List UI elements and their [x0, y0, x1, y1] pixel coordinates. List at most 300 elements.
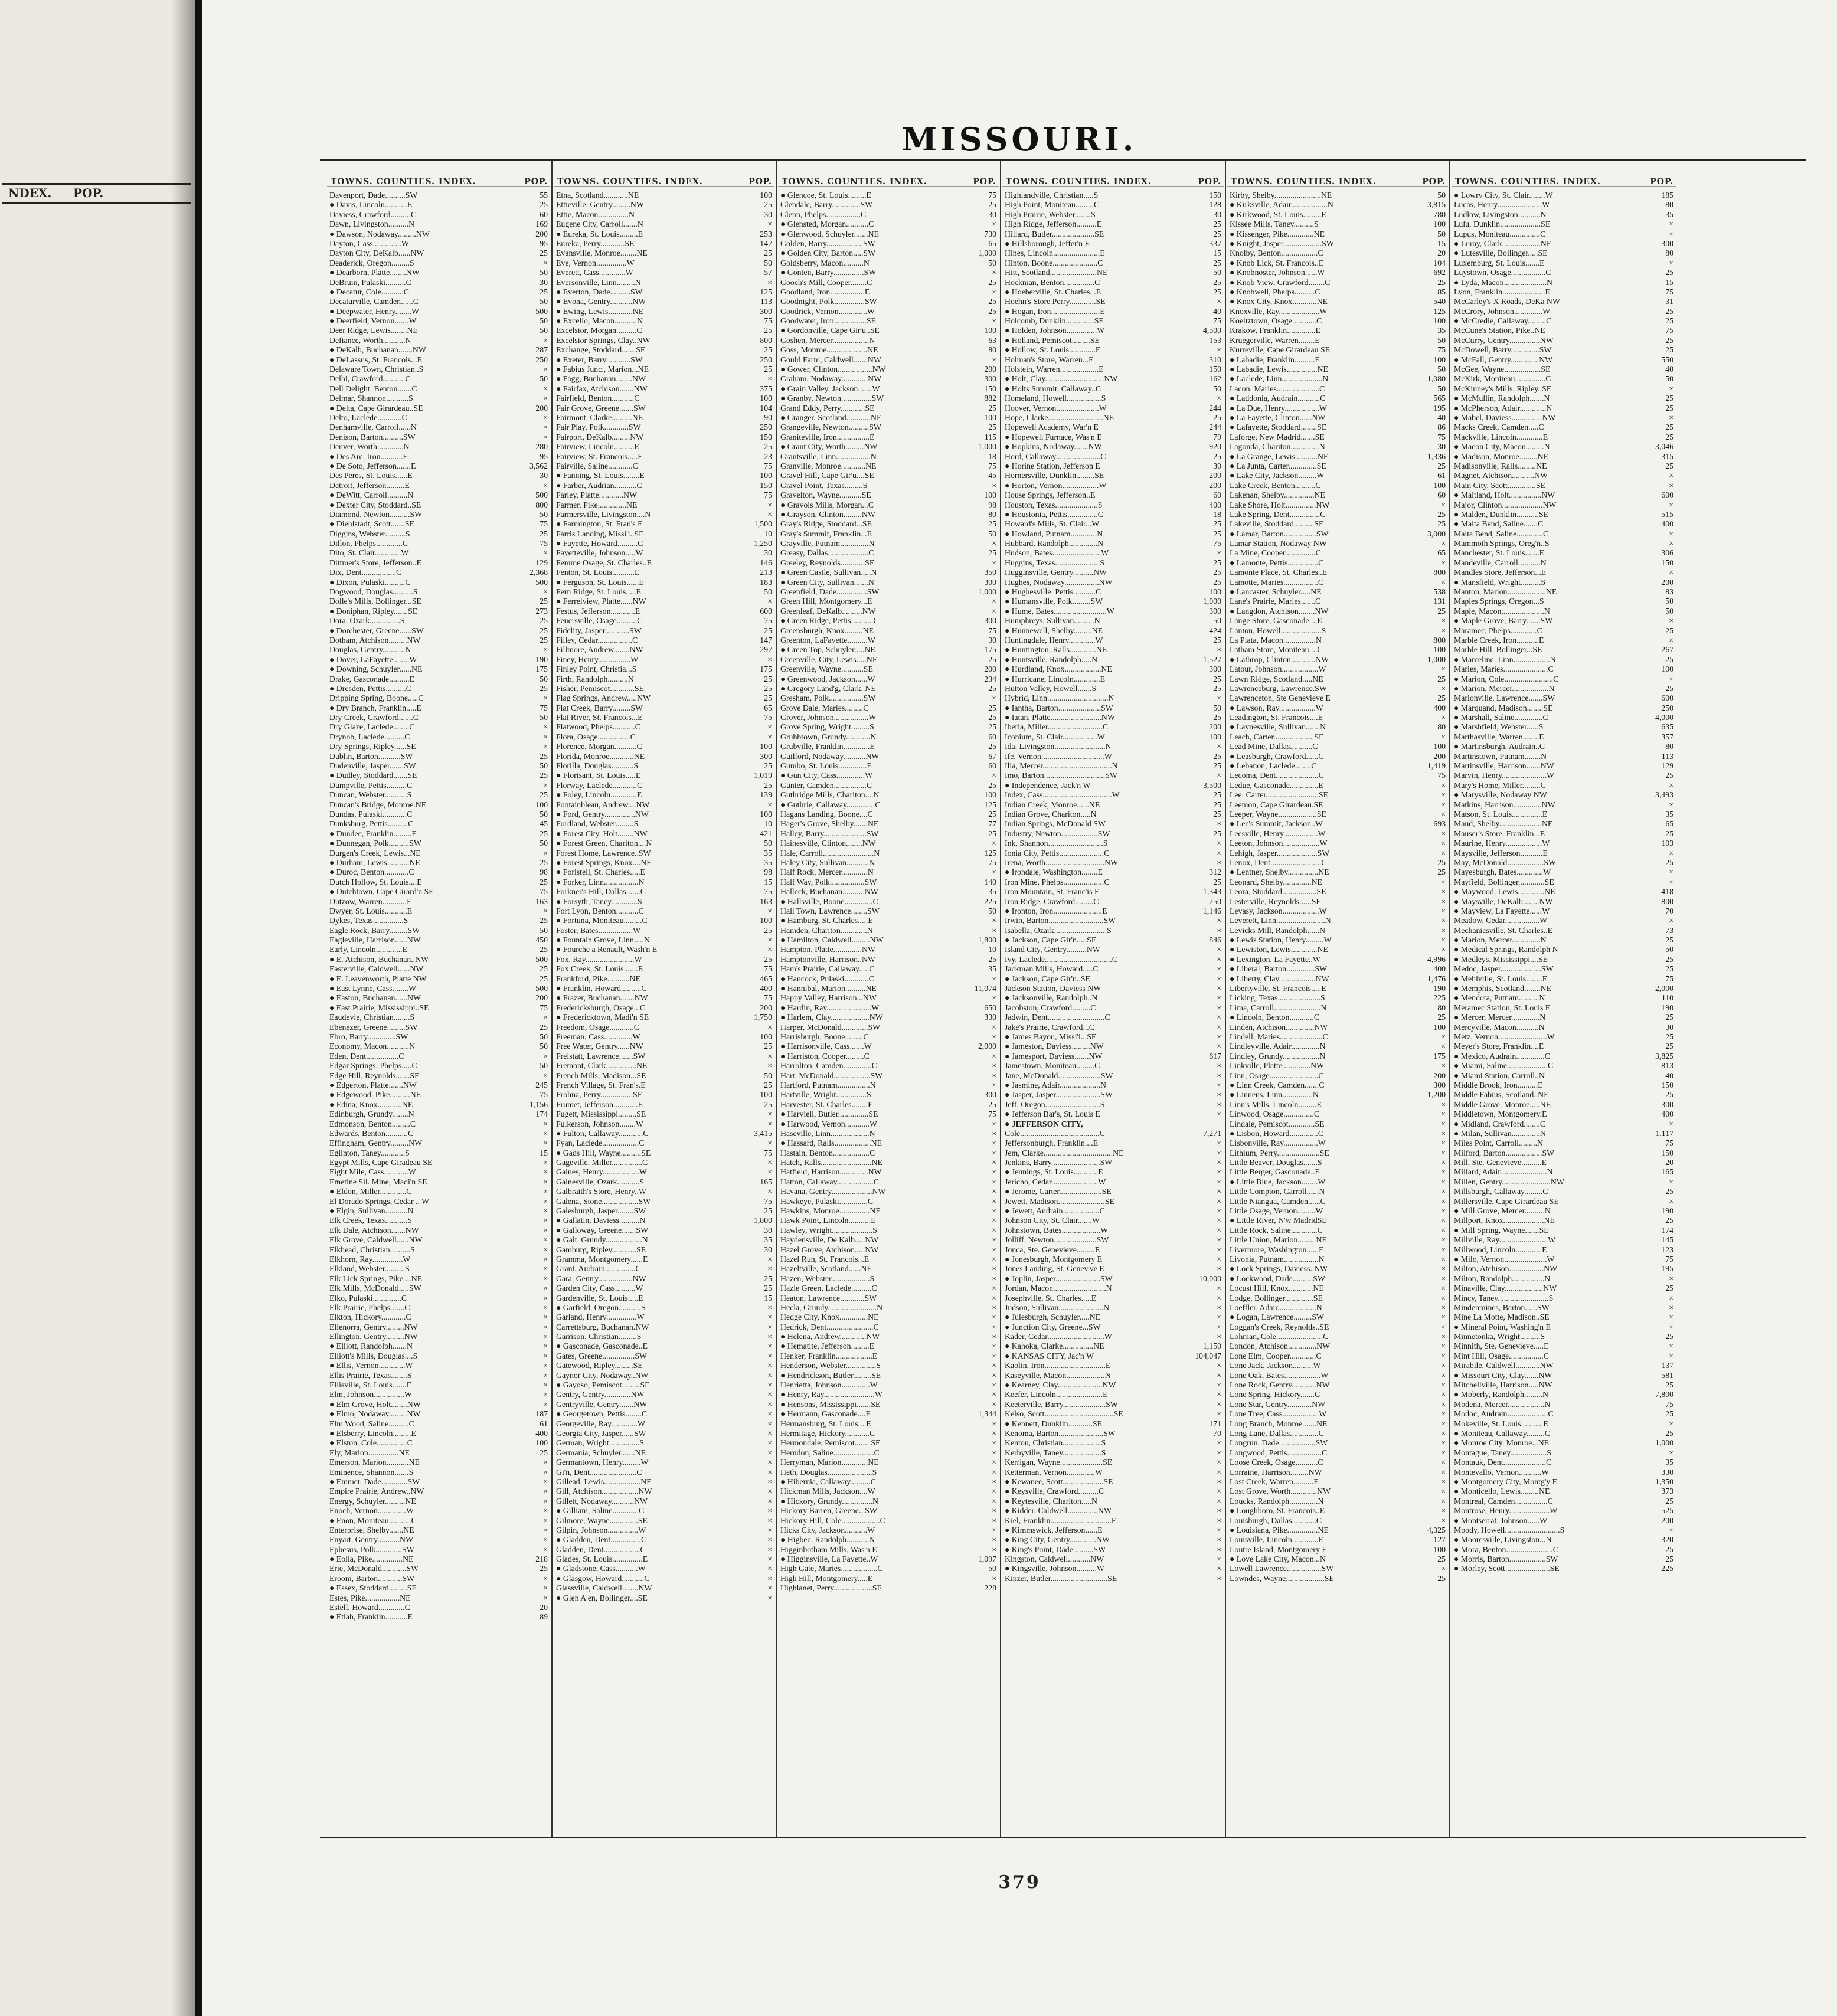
town-name: ● Knobnoster, Johnson......W	[1230, 268, 1325, 277]
town-name: German, Wright...............S	[556, 1438, 645, 1448]
town-name: ● Guthrie, Callaway..............C	[780, 800, 881, 809]
list-item	[327, 636, 550, 645]
town-name: Ely, Marion...............NE	[329, 1448, 410, 1457]
town-name: Indian Springs, McDonald SW	[1005, 819, 1106, 829]
list-item	[1227, 897, 1448, 906]
town-name: ● Dundee, Franklin.........E	[329, 829, 417, 838]
town-name: Hazel Grove, Atchison.....NW	[780, 1245, 879, 1254]
list-item	[554, 355, 774, 365]
list-item	[327, 1148, 550, 1158]
town-name: Dayton, Cass..............W	[329, 238, 409, 248]
population: 50	[1665, 606, 1673, 616]
population: ×	[767, 1448, 772, 1457]
population: 297	[760, 645, 772, 654]
list-item	[1002, 1361, 1224, 1370]
population: ×	[1669, 480, 1673, 490]
town-name: Josephville, St. Charles.....E	[1005, 1293, 1097, 1302]
list-item	[1227, 1341, 1448, 1351]
population: 89	[540, 1612, 548, 1622]
town-name: Hart, McDonald..................SW	[780, 1071, 883, 1080]
town-name: ● Hermann, Gasconade....E	[780, 1409, 871, 1419]
town-name: Hazeltville, Scotland......NE	[780, 1264, 872, 1274]
list-item	[1002, 268, 1224, 277]
population: 25	[988, 810, 996, 819]
population: 3,815	[1427, 200, 1446, 210]
population: ×	[992, 1351, 996, 1360]
town-name: ● Diehlstadt, Scott.......SE	[329, 519, 414, 529]
town-name: ● Elm Grove, Holt........NW	[329, 1399, 421, 1409]
list-item	[1227, 510, 1448, 519]
population: 100	[535, 800, 548, 809]
town-name: Dito, St. Clair.............W	[329, 548, 409, 558]
town-name: Elk Prairie, Phelps.......C	[329, 1302, 410, 1312]
list-item	[778, 829, 999, 839]
list-item	[1452, 1409, 1676, 1419]
population: ×	[992, 1332, 996, 1341]
list-item	[778, 1023, 999, 1032]
list-item	[1227, 858, 1448, 868]
list-item	[554, 1468, 774, 1477]
town-name: ● Liberal, Barton..............SW	[1230, 964, 1328, 974]
town-name: ● Mabel, Daviess...............NW	[1454, 413, 1556, 422]
population: ×	[1441, 1293, 1446, 1302]
population: 25	[1665, 954, 1673, 964]
population: ×	[767, 1583, 772, 1593]
list-item	[554, 1564, 774, 1573]
town-name: ● Fanning, St. Louis........E	[556, 471, 645, 480]
town-name: Loucks, Randolph..............N	[1230, 1496, 1324, 1506]
list-item	[778, 1274, 999, 1284]
population: ×	[1441, 1167, 1446, 1177]
population: ×	[543, 1216, 548, 1225]
list-item	[327, 1245, 550, 1255]
list-item	[1002, 1409, 1224, 1419]
column-divider	[1225, 161, 1226, 1837]
population: ×	[1669, 220, 1673, 229]
town-name: Lawrenceton, Ste Genevieve E	[1230, 693, 1331, 703]
population: 30	[1213, 461, 1221, 470]
population: ×	[767, 1380, 772, 1390]
population: 50	[540, 810, 548, 819]
list-item	[327, 587, 550, 597]
town-name: Gillead, Lewis..................NE	[556, 1477, 652, 1486]
list-item	[1227, 1400, 1448, 1409]
population: ×	[767, 1341, 772, 1351]
population: 50	[540, 1032, 548, 1041]
town-name: Greenville, City, Lewis.....NE	[780, 654, 878, 664]
population: ×	[1441, 1158, 1446, 1167]
population: 95	[540, 238, 548, 248]
list-item	[778, 1081, 999, 1090]
town-name: ● E. Leavenworth, Platte NW	[329, 974, 427, 983]
population: 50	[988, 1564, 996, 1573]
town-name: Montague, Taney..................S	[1454, 1448, 1551, 1457]
list-item	[778, 230, 999, 239]
town-name: Fredericksburgh, Osage...C	[556, 1003, 646, 1012]
town-name: ● Glen A'en, Bollinger....SE	[556, 1593, 648, 1602]
population: 25	[764, 248, 772, 258]
town-name: Jackman Mills, Howard.....C	[1005, 964, 1099, 974]
list-item	[778, 1477, 999, 1487]
list-item	[327, 539, 550, 548]
list-item	[1227, 1380, 1448, 1390]
list-item	[327, 1526, 550, 1535]
list-item	[327, 1400, 550, 1409]
town-name: Middle Grove, Monroe.....NE	[1454, 1099, 1551, 1109]
population: 25	[1665, 771, 1673, 780]
population: 2,000	[978, 1042, 996, 1051]
list-item	[778, 278, 999, 287]
population: 25	[1213, 877, 1221, 886]
town-name: May, McDonald..................SW	[1454, 858, 1557, 867]
town-name: Heth, Douglas......................S	[780, 1467, 877, 1477]
population: 25	[1665, 461, 1673, 470]
population: 1,117	[1655, 1128, 1673, 1138]
list-item	[554, 1380, 774, 1390]
list-item	[554, 1371, 774, 1380]
population: 813	[1661, 1061, 1673, 1071]
list-item	[778, 1332, 999, 1341]
list-item	[1452, 974, 1676, 984]
list-item	[778, 616, 999, 626]
list-item	[554, 1003, 774, 1013]
population: ×	[992, 925, 996, 935]
town-name: Ebro, Barry..............SW	[329, 1032, 408, 1041]
list-item	[1227, 471, 1448, 480]
town-name: ● Little Blue, Jackson........W	[1230, 1177, 1326, 1186]
population: ×	[543, 906, 548, 915]
town-name: ● Durham, Lewis...........NE	[329, 858, 420, 867]
town-name: Grover, Johnson.................W	[780, 713, 877, 722]
list-item	[1452, 1206, 1676, 1216]
population: 73	[1665, 925, 1673, 935]
population: 25	[764, 442, 772, 451]
population: 25	[1213, 800, 1221, 809]
population: 100	[1661, 665, 1673, 674]
population: 25	[1213, 413, 1221, 422]
population: 330	[984, 1013, 996, 1022]
list-item	[1227, 1332, 1448, 1341]
list-item	[1452, 568, 1676, 577]
town-name: ● Keysville, Crawford..........C	[1005, 1487, 1104, 1496]
town-name: Highlanet, Perry...................SE	[780, 1583, 882, 1593]
population: 500	[535, 306, 548, 316]
list-item	[778, 1468, 999, 1477]
population: 50	[540, 1042, 548, 1051]
town-name: Garrison, Christian.........S	[556, 1332, 642, 1341]
list-item	[327, 1554, 550, 1564]
town-name: Eve, Vernon...............W	[556, 258, 635, 267]
town-name: Gentryville, Gentry.......NW	[556, 1399, 648, 1409]
population: 1,500	[753, 519, 772, 529]
town-name: Hockman, Benton...............C	[1005, 277, 1100, 287]
list-item	[1452, 442, 1676, 451]
list-item	[1002, 1448, 1224, 1458]
town-name: McCarley's X Roads, DeKa NW	[1454, 297, 1560, 306]
list-item	[778, 258, 999, 268]
town-name: Galbraith's Store, Henry..W	[556, 1187, 646, 1196]
town-name: Metz, Vernon........................W	[1454, 1032, 1555, 1041]
list-item	[778, 1390, 999, 1399]
population: ×	[767, 1332, 772, 1341]
town-name: ● Maple Grove, Barry.......SW	[1454, 616, 1553, 626]
town-name: Hainesville, Clinton........NW	[780, 839, 876, 848]
list-item	[778, 636, 999, 645]
town-name: ● Hibernia, Callaway..........C	[780, 1477, 876, 1486]
town-name: ● Horton, Vernon..................W	[1005, 480, 1107, 490]
population: 25	[540, 529, 548, 538]
town-name: ● Mendota, Putnam..........N	[1454, 993, 1545, 1003]
list-item	[1002, 1303, 1224, 1313]
town-name: Dutzow, Warren............E	[329, 896, 412, 906]
population: 50	[540, 674, 548, 683]
population: 98	[540, 868, 548, 877]
list-item	[554, 326, 774, 335]
town-name: Daviess, Crawford..........C	[329, 210, 417, 219]
column-header-left: TOWNS. COUNTIES. INDEX.	[331, 177, 476, 186]
list-item	[1227, 539, 1448, 548]
population: 25	[540, 858, 548, 867]
list-item	[327, 297, 550, 306]
bottom-rule	[320, 1837, 1806, 1838]
population: 25	[764, 683, 772, 693]
population: ×	[1217, 1525, 1221, 1534]
population: ×	[543, 1177, 548, 1186]
list-item	[1002, 345, 1224, 355]
town-name: Haley City, Sullivan...........N	[780, 858, 875, 867]
town-name: Fair Grove, Greene.......SW	[556, 403, 646, 413]
list-item	[554, 1516, 774, 1526]
population: ×	[1217, 945, 1221, 954]
list-item	[1227, 713, 1448, 722]
list-item	[1227, 394, 1448, 403]
town-name: Freistatt, Lawrence.......SW	[556, 1051, 646, 1061]
population: ×	[992, 1158, 996, 1167]
population: ×	[1669, 848, 1673, 858]
population: 45	[988, 471, 996, 480]
population: 11,074	[974, 984, 996, 993]
population: 25	[988, 713, 996, 722]
list-item	[1227, 829, 1448, 839]
population: 244	[1209, 403, 1221, 413]
town-name: McKinney's Mills, Ripley..SE	[1454, 384, 1552, 393]
list-item	[1452, 761, 1676, 771]
list-item	[778, 693, 999, 703]
population: 190	[1661, 1206, 1673, 1216]
town-name: Frumet, Jefferson............E	[556, 1099, 643, 1109]
list-item	[554, 423, 774, 432]
list-item	[1002, 442, 1224, 451]
list-item	[327, 529, 550, 539]
town-name: Edgar Springs, Phelps.....C	[329, 1061, 417, 1071]
population: 60	[988, 732, 996, 741]
population: 25	[1213, 451, 1221, 461]
list-item	[1227, 287, 1448, 297]
list-item	[1227, 761, 1448, 771]
town-name: Elkland, Webster..........S	[329, 1264, 410, 1274]
list-item	[327, 1448, 550, 1458]
town-name: ● Marion, Mercer..................N	[1454, 683, 1555, 693]
population: 60	[1213, 490, 1221, 500]
list-item	[554, 1216, 774, 1225]
town-name: Estell, Howard.............C	[329, 1603, 410, 1612]
list-item	[554, 1081, 774, 1090]
list-item	[778, 781, 999, 790]
population: 190	[1433, 984, 1446, 993]
town-name: ● Enon, Moniteau...........C	[329, 1516, 417, 1525]
list-item	[327, 394, 550, 403]
list-item	[554, 1497, 774, 1506]
town-name: Macks Creek, Camden.....C	[1454, 423, 1544, 432]
population: ×	[1217, 1042, 1221, 1051]
town-name: ● DeWitt, Carroll..........N	[329, 490, 414, 500]
town-name: ● Glasgow, Howard...........C	[556, 1573, 650, 1583]
town-name: ● Hassard, Ralls..................NE	[780, 1138, 882, 1148]
town-name: Elk Creek, Texas...........S	[329, 1216, 412, 1225]
town-name: Latham Store, Moniteau....C	[1230, 645, 1323, 654]
town-name: Main City, Scott..............SE	[1454, 480, 1546, 490]
list-item	[778, 955, 999, 964]
list-item	[327, 1477, 550, 1487]
town-name: Fox Creek, St. Louis.......E	[556, 964, 643, 974]
list-item	[327, 568, 550, 577]
population: 75	[764, 887, 772, 896]
town-name: Millen, Gentry........................NW	[1454, 1177, 1564, 1186]
town-name: ● Labadie, Lewis...............NE	[1230, 365, 1328, 374]
town-name: Fyan, Laclede..................C	[556, 1138, 645, 1148]
town-name: Kiel, Franklin..............................E	[1005, 1516, 1117, 1525]
list-item	[327, 849, 550, 858]
population: 200	[984, 365, 996, 374]
list-item	[1227, 887, 1448, 896]
list-item	[1452, 1216, 1676, 1225]
population: ×	[1441, 1419, 1446, 1428]
list-item	[1227, 200, 1448, 210]
town-name: Festus, Jefferson............E	[556, 606, 640, 616]
list-item	[327, 761, 550, 771]
population: 140	[984, 877, 996, 886]
population: ×	[1217, 1284, 1221, 1293]
population: ×	[992, 1506, 996, 1516]
list-item	[327, 1110, 550, 1119]
title-rule	[320, 159, 1806, 161]
town-name: Early, Lincoln.............E	[329, 945, 408, 954]
population: ×	[1217, 1467, 1221, 1477]
list-item	[778, 500, 999, 510]
population: 418	[1661, 887, 1673, 896]
town-name: Martinstown, Putnam........N	[1454, 751, 1547, 761]
town-name: Flat Creek, Barry.........SW	[556, 703, 643, 712]
list-item	[1227, 1323, 1448, 1332]
list-item	[1002, 935, 1224, 945]
population: 100	[984, 413, 996, 422]
town-name: Linwood, Osage...............C	[1230, 1110, 1320, 1119]
town-name: ● Elsberry, Lincoln.........E	[329, 1429, 416, 1438]
list-item	[554, 790, 774, 800]
population: 330	[1661, 1467, 1673, 1477]
population: 77	[988, 819, 996, 829]
list-item	[554, 1120, 774, 1129]
town-name: Fort Lyon, Benton...........C	[556, 906, 644, 915]
town-name: Iron Ridge, Crawford.........C	[1005, 896, 1099, 906]
list-item	[778, 1371, 999, 1380]
list-item	[327, 558, 550, 568]
list-item	[1227, 1371, 1448, 1380]
population: ×	[1217, 1032, 1221, 1041]
town-name: ● Marceline, Linn..................N	[1454, 654, 1556, 664]
town-name: ● Eureka, St. Louis.........E	[556, 229, 643, 238]
town-name: Higginbotham Mills, Was'n E	[780, 1544, 877, 1554]
list-item	[554, 1313, 774, 1322]
town-name: Hamden, Chariton.............N	[780, 925, 873, 935]
population: 500	[535, 577, 548, 587]
list-item	[554, 926, 774, 935]
population: ×	[1217, 771, 1221, 780]
town-name: Laforge, New Madrid.......SE	[1230, 432, 1325, 441]
list-item	[554, 984, 774, 993]
population: 75	[988, 626, 996, 635]
population: ×	[992, 1167, 996, 1177]
town-name: ● Farmington, St. Fran's E	[556, 519, 643, 529]
population: 165	[1661, 1167, 1673, 1177]
town-name: Meyer's Store, Franklin....E	[1454, 1042, 1544, 1051]
town-name: Marthasville, Warren........E	[1454, 732, 1544, 741]
list-item	[1227, 849, 1448, 858]
list-item	[1002, 490, 1224, 500]
population: 80	[988, 509, 996, 519]
town-name: Maramec, Phelps.............C	[1454, 626, 1542, 635]
population: ×	[1217, 1090, 1221, 1099]
town-name: ● Knob View, Crawford........C	[1230, 277, 1331, 287]
population: ×	[543, 1206, 548, 1216]
population: 25	[764, 1274, 772, 1283]
list-item	[1227, 906, 1448, 916]
list-item	[1452, 790, 1676, 800]
town-name: Frankford, Pike...........NE	[556, 974, 640, 983]
population: 75	[1665, 1254, 1673, 1264]
town-name: Diamond, Newton..........SW	[329, 509, 423, 519]
population: 63	[988, 335, 996, 345]
town-name: Index, Cass..................................W	[1005, 790, 1120, 800]
town-name: Hughes, Nodaway.................NW	[1005, 577, 1113, 587]
town-name: Ellenorra, Gentry.........NW	[329, 1322, 418, 1331]
population: 800	[760, 335, 772, 345]
population: 25	[540, 1022, 548, 1032]
town-name: ● Knobwell, Phelps..........C	[1230, 287, 1320, 296]
town-name: Graniteville, Iron................E	[780, 432, 875, 441]
population: 273	[535, 606, 548, 616]
list-item	[1227, 1081, 1448, 1090]
population: ×	[992, 1458, 996, 1467]
list-item	[327, 626, 550, 636]
list-item	[1452, 935, 1676, 945]
list-item	[1002, 1545, 1224, 1554]
town-name: ● Julesburgh, Schuyler.....NE	[1005, 1313, 1101, 1322]
population: ×	[1441, 1496, 1446, 1506]
population: ×	[1441, 1225, 1446, 1235]
town-name: Germania, Schuyler.......NE	[556, 1448, 646, 1457]
population: ×	[1441, 1177, 1446, 1186]
list-item	[554, 384, 774, 394]
population: ×	[1441, 1148, 1446, 1157]
population: ×	[543, 1496, 548, 1506]
list-item	[1002, 607, 1224, 616]
population: ×	[1441, 1206, 1446, 1216]
town-name: Keefer, Lincoln.......................E	[1005, 1390, 1108, 1399]
population: 35	[1665, 210, 1673, 219]
town-name: Linden, Atchison..............NW	[1230, 1022, 1328, 1032]
list-item	[327, 1612, 550, 1622]
